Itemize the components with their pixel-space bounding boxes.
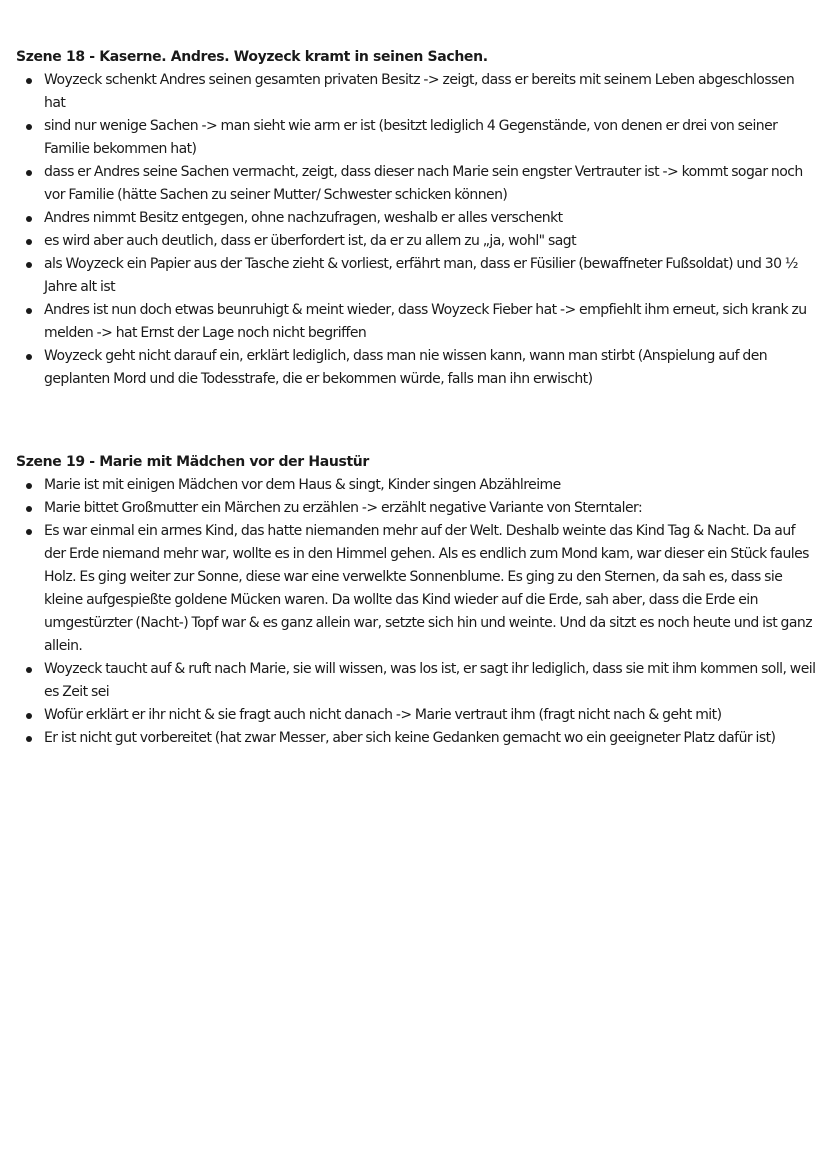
bullet-item: Andres ist nun doch etwas beunruhigt & meint wieder, dass Woyzeck Fieber hat -> empfiehlt ihm erneut, sich krank zu melden -> hat Ernst der Lage noch nicht begriffen bbox=[16, 299, 816, 345]
bullet-item: Er ist nicht gut vorbereitet (hat zwar Messer, aber sich keine Gedanken gemacht wo ein geeigneter Platz dafür ist) bbox=[16, 727, 816, 750]
scene-19-bullet-list bbox=[16, 474, 816, 750]
scene-19-section bbox=[16, 451, 816, 750]
bullet-item: es wird aber auch deutlich, dass er überfordert ist, da er zu allem zu „ja, wohl" sagt bbox=[16, 230, 816, 253]
scene-18-bullet-list bbox=[16, 69, 816, 391]
bullet-item: Woyzeck schenkt Andres seinen gesamten privaten Besitz -> zeigt, dass er bereits mit seinem Leben abgeschlossen hat bbox=[16, 69, 816, 115]
bullet-item: Woyzeck geht nicht darauf ein, erklärt lediglich, dass man nie wissen kann, wann man stirbt (Anspielung auf den geplanten Mord und die Todesstrafe, die er bekommen würde, falls man ihn erwischt) bbox=[16, 345, 816, 391]
scene-18-section bbox=[16, 46, 816, 391]
scene-18-heading: Szene 18 - Kaserne. Andres. Woyzeck kramt in seinen Sachen. bbox=[16, 49, 488, 65]
bullet-item: Wofür erklärt er ihr nicht & sie fragt auch nicht danach -> Marie vertraut ihm (fragt nicht nach & geht mit) bbox=[16, 704, 816, 727]
bullet-item: als Woyzeck ein Papier aus der Tasche zieht & vorliest, erfährt man, dass er Füsilier (bewaffneter Fußsoldat) und 30 ½ Jahre alt ist bbox=[16, 253, 816, 299]
scene-19-heading: Szene 19 - Marie mit Mädchen vor der Haustür bbox=[16, 454, 369, 470]
bullet-item: Andres nimmt Besitz entgegen, ohne nachzufragen, weshalb er alles verschenkt bbox=[16, 207, 816, 230]
bullet-item: Es war einmal ein armes Kind, das hatte niemanden mehr auf der Welt. Deshalb weinte das Kind Tag & Nacht. Da auf der Erde niemand mehr war, wollte es in den Himmel gehen. Als es endlich zum Mond kam, war dieser ein Stück faules Holz. Es ging weiter zur Sonne, diese war eine verwelkte Sonnenblume. Es ging zu den Sternen, da sah es, dass sie kleine aufgespießte goldene Mücken waren. Da wollte das Kind wieder auf die Erde, sah aber, dass die Erde ein umgestürzter (Nacht-) Topf war & es ganz allein war, setzte sich hin und weinte. Und da sitzt es noch heute und ist ganz allein. bbox=[16, 520, 816, 658]
bullet-item: sind nur wenige Sachen -> man sieht wie arm er ist (besitzt lediglich 4 Gegenstände, von denen er drei von seiner Familie bekommen hat) bbox=[16, 115, 816, 161]
bullet-item: dass er Andres seine Sachen vermacht, zeigt, dass dieser nach Marie sein engster Vertrauter ist -> kommt sogar noch vor Familie (hätte Sachen zu seiner Mutter/ Schwester schicken können) bbox=[16, 161, 816, 207]
bullet-item: Marie bittet Großmutter ein Märchen zu erzählen -> erzählt negative Variante von Sterntaler: bbox=[16, 497, 816, 520]
bullet-item: Marie ist mit einigen Mädchen vor dem Haus & singt, Kinder singen Abzählreime bbox=[16, 474, 816, 497]
bullet-item: Woyzeck taucht auf & ruft nach Marie, sie will wissen, was los ist, er sagt ihr lediglich, dass sie mit ihm kommen soll, weil es Zeit sei bbox=[16, 658, 816, 704]
